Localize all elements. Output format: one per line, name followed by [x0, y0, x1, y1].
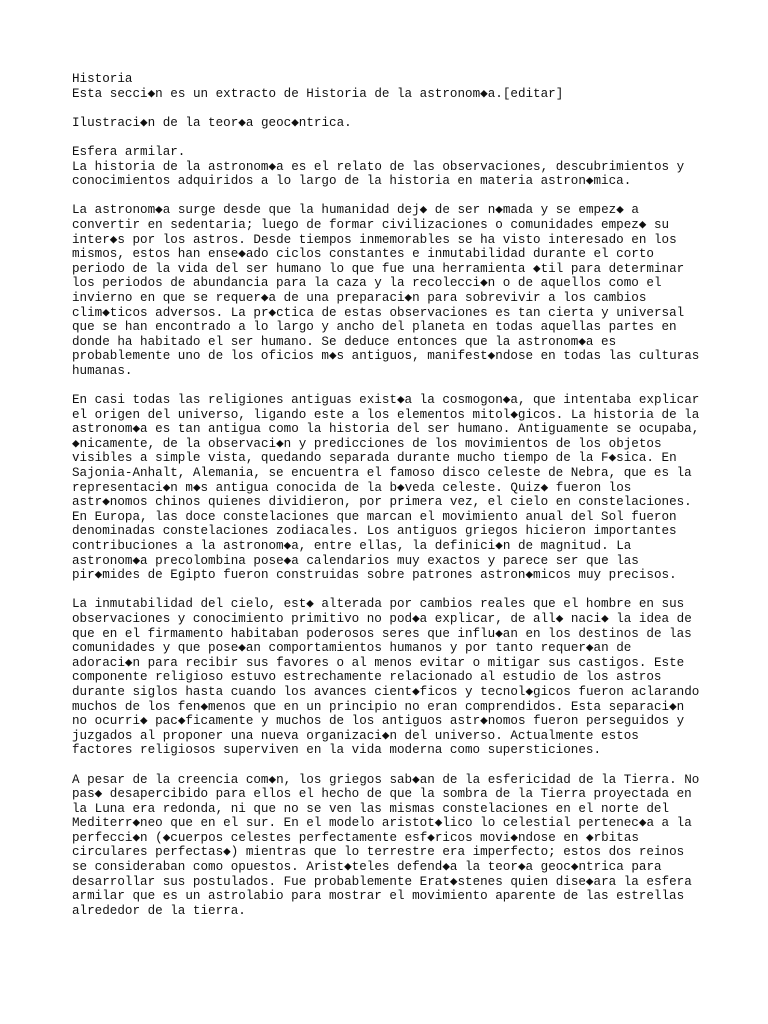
text-line: observaciones y conocimiento primitivo no pod◆a explicar, de all◆ naci◆ la idea de	[72, 611, 692, 626]
text-line: pas◆ desapercibido para ellos el hecho de que la sombra de la Tierra proyectada en	[72, 787, 692, 802]
paragraph	[72, 203, 712, 378]
text-line: astr◆nomos chinos quienes dividieron, por primera vez, el cielo en constelaciones.	[72, 495, 692, 510]
text-line: los periodos de abundancia para la caza y la recolecci◆n o de aquellos como el	[72, 276, 662, 291]
text-line: conocimientos adquiridos a lo largo de la historia en materia astron◆mica.	[72, 174, 632, 189]
text-line: armilar que es un astrolabio para mostrar el movimiento aparente de las estrellas	[72, 889, 685, 904]
paragraph-gap	[72, 758, 712, 773]
text-line: Mediterr◆neo que en el sur. En el modelo aristot◆lico lo celestial pertenec◆a a la	[72, 816, 692, 831]
paragraph-gap	[72, 101, 712, 116]
paragraph	[72, 116, 712, 131]
text-line: durante siglos hasta cuando los avances cient◆ficos y tecnol◆gicos fueron aclarando	[72, 684, 700, 699]
text-line: perfecci◆n (◆cuerpos celestes perfectamente esf◆ricos movi◆ndose en ◆rbitas	[72, 830, 639, 845]
text-line: Sajonia-Anhalt, Alemania, se encuentra el famoso disco celeste de Nebra, que es la	[72, 466, 692, 481]
text-line: circulares perfectas◆) mientras que lo terrestre era imperfecto; estos dos reinos	[72, 845, 685, 860]
text-line: La inmutabilidad del cielo, est◆ alterada por cambios reales que el hombre en sus	[72, 597, 685, 612]
text-line: pir◆mides de Egipto fueron construidas sobre patrones astron◆micos muy precisos.	[72, 568, 677, 583]
paragraph-gap	[72, 189, 712, 204]
text-line: se consideraban como opuestos. Arist◆teles defend◆a la teor◆a geoc◆ntrica para	[72, 860, 662, 875]
text-line: mismos, estos han ense◆ado ciclos constantes e inmutabilidad durante el corto	[72, 247, 654, 262]
text-line: Historia	[72, 72, 133, 86]
text-line: La historia de la astronom◆a es el relato de las observaciones, descubrimientos y	[72, 159, 685, 174]
text-line: astronom◆a es tan antigua como la historia del ser humano. Antiguamente se ocupaba,	[72, 422, 700, 437]
text-line: Esfera armilar.	[72, 144, 186, 159]
document-page	[72, 72, 712, 918]
paragraph-gap	[72, 130, 712, 145]
text-line: factores religiosos superviven en la vida moderna como supersticiones.	[72, 743, 602, 758]
text-line: que se han encontrado a lo largo y ancho del planeta en todas aquellas partes en	[72, 320, 677, 335]
text-line: La astronom◆a surge desde que la humanidad dej◆ de ser n◆mada y se empez◆ a	[72, 203, 639, 218]
text-line: En casi todas las religiones antiguas exist◆a la cosmogon◆a, que intentaba explicar	[72, 393, 700, 408]
text-line: desarrollar sus postulados. Fue probablemente Erat◆stenes quien dise◆ara la esfera	[72, 874, 692, 889]
text-line: inter◆s por los astros. Desde tiempos inmemorables se ha visto interesado en los	[72, 232, 677, 247]
text-line: donde ha habitado el ser humano. Se deduce entonces que la astronom◆a es	[72, 334, 617, 349]
text-line: Esta secci◆n es un extracto de Historia de la astronom◆a.[editar]	[72, 86, 564, 101]
text-line: no ocurri◆ pac◆ficamente y muchos de los antiguos astr◆nomos fueron perseguidos y	[72, 714, 685, 729]
text-line: componente religioso estuvo estrechamente relacionado al estudio de los astros	[72, 670, 662, 685]
text-line: probablemente uno de los oficios m◆s antiguos, manifest◆ndose en todas las culturas	[72, 349, 700, 364]
paragraph-gap	[72, 378, 712, 393]
text-line: convertir en sedentaria; luego de formar civilizaciones o comunidades empez◆ su	[72, 217, 670, 232]
text-line: adoraci◆n para recibir sus favores o al menos evitar o mitigar sus castigos. Este	[72, 655, 685, 670]
text-line: comunidades y que pose◆an comportamientos humanos y por tanto requer◆an de	[72, 641, 632, 656]
paragraph	[72, 145, 712, 189]
text-line: Ilustraci◆n de la teor◆a geoc◆ntrica.	[72, 115, 352, 130]
text-line: el origen del universo, ligando este a los elementos mitol◆gicos. La historia de la	[72, 407, 700, 422]
paragraph	[72, 773, 712, 919]
section-heading-block	[72, 72, 712, 101]
text-line: ◆nicamente, de la observaci◆n y predicciones de los movimientos de los objetos	[72, 436, 662, 451]
text-line: humanas.	[72, 363, 133, 378]
text-line: la Luna era redonda, ni que no se ven las mismas constelaciones en el norte del	[72, 801, 670, 816]
text-line: contribuciones a la astronom◆a, entre ellas, la definici◆n de magnitud. La	[72, 539, 632, 553]
text-line: visibles a simple vista, quedando separada durante mucho tiempo de la F◆sica. En	[72, 451, 677, 466]
paragraph	[72, 393, 712, 583]
text-line: juzgados al proponer una nueva organizaci◆n del universo. Actualmente estos	[72, 728, 639, 743]
text-line: muchos de los fen◆menos que en un principio no eran comprendidos. Esta separaci◆n	[72, 699, 685, 714]
text-line: clim◆ticos adversos. La pr◆ctica de estas observaciones es tan cierta y universal	[72, 305, 685, 320]
text-line: A pesar de la creencia com◆n, los griegos sab◆an de la esfericidad de la Tierra. No	[72, 772, 700, 787]
text-line: periodo de la vida del ser humano lo que fue una herramienta ◆til para determinar	[72, 261, 685, 276]
text-line: En Europa, las doce constelaciones que marcan el movimiento anual del Sol fueron	[72, 509, 677, 524]
text-line: denominadas constelaciones zodiacales. Los antiguos griegos hicieron importantes	[72, 524, 677, 539]
text-line: astronom◆a precolombina pose◆a calendarios muy exactos y parece ser que las	[72, 553, 639, 568]
text-line: que en el firmamento habitaban poderosos seres que influ◆an en los destinos de las	[72, 626, 692, 641]
text-line: alrededor de la tierra.	[72, 903, 246, 918]
paragraph	[72, 597, 712, 758]
paragraph-gap	[72, 583, 712, 598]
text-line: representaci◆n m◆s antigua conocida de la b◆veda celeste. Quiz◆ fueron los	[72, 480, 632, 495]
text-line: invierno en que se requer◆a de una preparaci◆n para sobrevivir a los cambios	[72, 290, 647, 305]
